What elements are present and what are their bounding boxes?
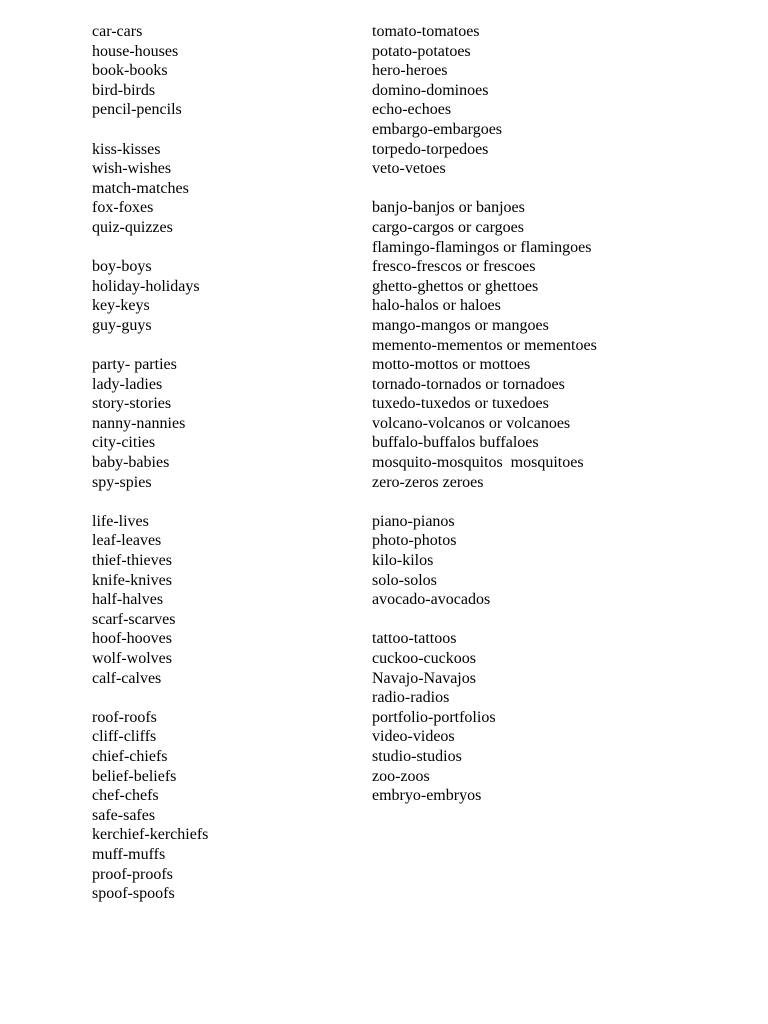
- plural-pair: kerchief-kerchiefs: [92, 826, 209, 844]
- plural-pair: banjo-banjos or banjoes: [372, 199, 525, 217]
- plural-pair: calf-calves: [92, 669, 162, 687]
- plural-pair: echo-echoes: [372, 101, 452, 119]
- blank-line: [92, 120, 352, 140]
- plural-pair: quiz-quizzes: [92, 218, 173, 236]
- plural-pair: story-stories: [92, 395, 172, 413]
- plural-pair: solo-solos: [372, 571, 437, 589]
- plural-pair: volcano-volcanos or volcanoes: [372, 414, 571, 432]
- plural-pair: boy-boys: [92, 258, 152, 276]
- blank-line: [372, 179, 752, 199]
- plural-pair: memento-mementos or mementoes: [372, 336, 597, 354]
- plural-pair: ghetto-ghettos or ghettoes: [372, 277, 539, 295]
- plural-pair: avocado-avocados: [372, 591, 491, 609]
- plural-pair: kilo-kilos: [372, 552, 434, 570]
- plural-pair: hoof-hooves: [92, 630, 172, 648]
- plural-pair: piano-pianos: [372, 512, 455, 530]
- plural-pair: photo-photos: [372, 532, 457, 550]
- plural-pair: knife-knives: [92, 571, 172, 589]
- plural-pair: Navajo-Navajos: [372, 669, 476, 687]
- plural-pair: proof-proofs: [92, 865, 173, 883]
- plural-pair: halo-halos or haloes: [372, 297, 501, 315]
- plural-pair: cargo-cargos or cargoes: [372, 218, 524, 236]
- blank-line: [372, 492, 752, 512]
- plural-pair: nanny-nannies: [92, 414, 186, 432]
- plural-pair: car-cars: [92, 23, 143, 40]
- right-word-list: [372, 22, 752, 806]
- plural-pair: cuckoo-cuckoos: [372, 650, 476, 667]
- plural-pair: portfolio-portfolios: [372, 708, 496, 726]
- plural-pair: hero-heroes: [372, 62, 448, 80]
- plural-pair: bird-birds: [92, 81, 156, 99]
- plural-pair: leaf-leaves: [92, 532, 162, 550]
- plural-pair: baby-babies: [92, 454, 170, 472]
- plural-pair: party- parties: [92, 356, 177, 374]
- plural-pair: house-houses: [92, 42, 179, 60]
- blank-line: [92, 336, 352, 356]
- plural-pair: video-videos: [372, 728, 455, 746]
- plural-pair: belief-beliefs: [92, 767, 177, 785]
- plural-pair: tattoo-tattoos: [372, 630, 457, 648]
- plural-pair: domino-dominoes: [372, 81, 489, 99]
- plural-pair: embryo-embryos: [372, 787, 482, 805]
- plural-pair: spoof-spoofs: [92, 885, 175, 903]
- plural-pair: motto-mottos or mottoes: [372, 356, 531, 374]
- plural-pair: potato-potatoes: [372, 42, 471, 60]
- blank-line: [372, 610, 752, 630]
- plural-pair: wolf-wolves: [92, 650, 172, 667]
- left-word-list: [92, 22, 352, 904]
- plural-pair: flamingo-flamingos or flamingoes: [372, 238, 592, 256]
- plural-pair: studio-studios: [372, 747, 462, 765]
- plural-pair: buffalo-buffalos buffaloes: [372, 434, 539, 452]
- plural-pair: book-books: [92, 62, 168, 80]
- plural-pair: fresco-frescos or frescoes: [372, 258, 536, 276]
- plural-pair: chef-chefs: [92, 787, 159, 805]
- blank-line: [92, 238, 352, 258]
- plural-pair: mango-mangos or mangoes: [372, 316, 549, 334]
- plural-pair: embargo-embargoes: [372, 120, 503, 138]
- plural-pair: half-halves: [92, 591, 164, 609]
- plural-pair: safe-safes: [92, 806, 156, 824]
- plural-pair: guy-guys: [92, 316, 152, 334]
- plural-pair: torpedo-torpedoes: [372, 140, 489, 158]
- plural-pair: zero-zeros zeroes: [372, 473, 484, 491]
- plural-pair: zoo-zoos: [372, 767, 430, 785]
- plural-pair: scarf-scarves: [92, 610, 176, 628]
- plural-pair: lady-ladies: [92, 375, 163, 393]
- blank-line: [92, 688, 352, 708]
- plural-pair: thief-thieves: [92, 552, 172, 570]
- plural-pair: tuxedo-tuxedos or tuxedoes: [372, 395, 549, 413]
- plural-pair: mosquito-mosquitos mosquitoes: [372, 454, 584, 472]
- blank-line: [92, 492, 352, 512]
- plural-pair: roof-roofs: [92, 708, 157, 726]
- plural-pair: wish-wishes: [92, 160, 172, 178]
- plural-pair: spy-spies: [92, 473, 152, 491]
- plural-pair: radio-radios: [372, 689, 450, 707]
- plural-pair: kiss-kisses: [92, 140, 161, 158]
- plural-pair: city-cities: [92, 434, 156, 452]
- plural-pair: veto-vetoes: [372, 160, 446, 178]
- plural-pair: fox-foxes: [92, 199, 154, 217]
- plural-pair: cliff-cliffs: [92, 728, 157, 746]
- plural-pair: match-matches: [92, 179, 189, 197]
- plural-pair: tornado-tornados or tornadoes: [372, 375, 565, 393]
- plural-pair: pencil-pencils: [92, 101, 182, 119]
- plural-pair: holiday-holidays: [92, 277, 200, 295]
- plural-pair: tomato-tomatoes: [372, 23, 480, 40]
- plural-pair: chief-chiefs: [92, 747, 168, 765]
- plural-pair: muff-muffs: [92, 845, 166, 863]
- plural-pair: key-keys: [92, 297, 150, 315]
- plural-pair: life-lives: [92, 512, 149, 530]
